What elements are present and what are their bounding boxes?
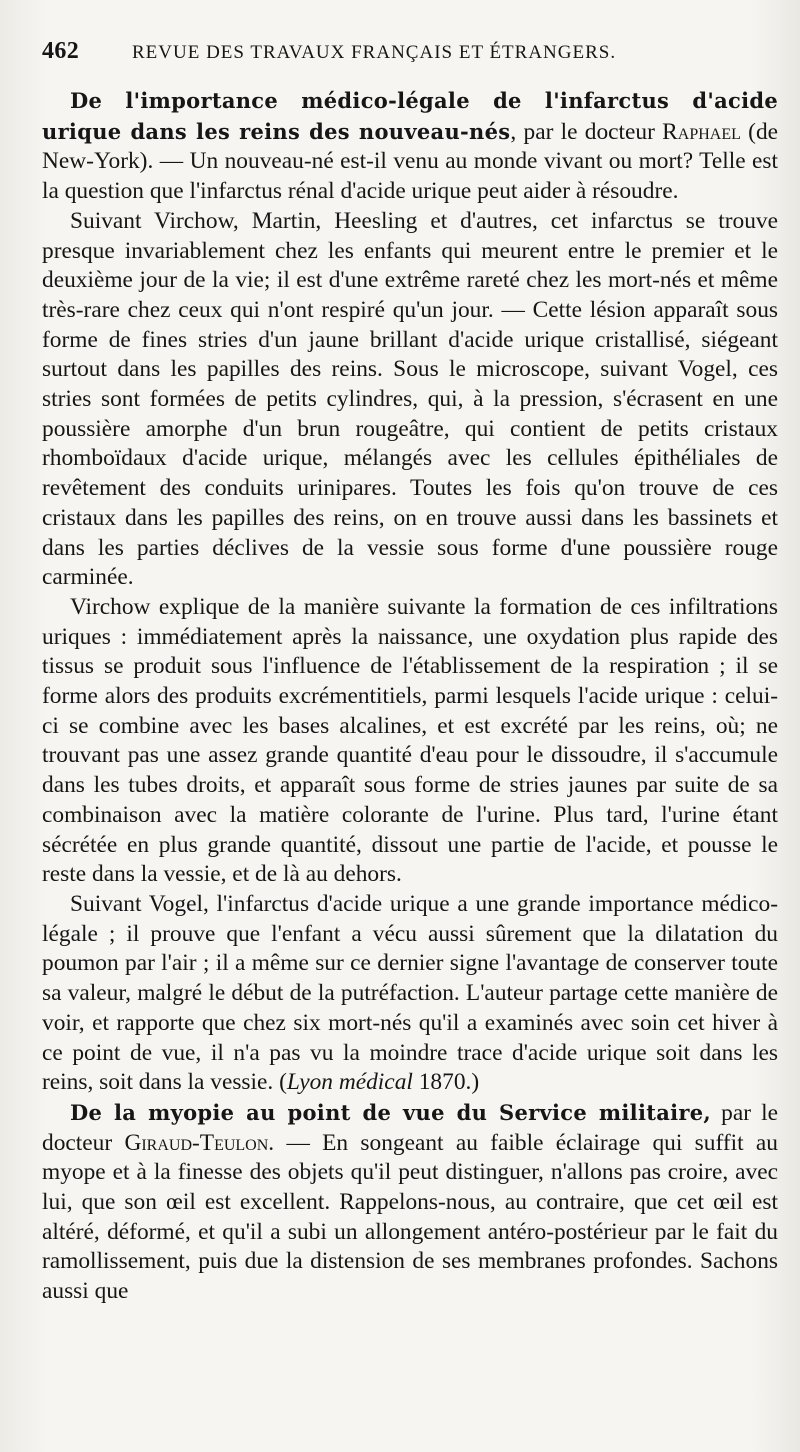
- article1-author: Raphael: [662, 118, 741, 145]
- article2-text: . — En songeant au faible éclairage qui suffit au myope et à la finesse des objets qu'il peut distinguer, n'allons pas croire, avec lui, que son œil est excellent. Rappelons-nous, au contraire, que cet œil est altéré, déformé, et qu'il a subi un allongement antéro-postérieur par le fait du ramollissement, puis due la distension de ses membranes profondes. Sachons aussi que: [42, 1129, 778, 1305]
- article1-title: De l'importance médico-légale de l'infarctus d'acide urique dans les reins des nouveau-nés: [42, 88, 778, 144]
- page-body: [42, 86, 778, 1307]
- article2-paragraph-1: [42, 1098, 778, 1307]
- article1-byline: , par le docteur: [510, 118, 663, 145]
- article1-p4-text: Suivant Vogel, l'infarctus d'acide urique a une grande importance médico-légale ; il prouve que l'enfant a vécu aussi sûrement que la dilatation du poumon par l'air ; il a même sur ce dernier signe l'avantage de conserver toute sa valeur, malgré le début de la putréfaction. L'auteur partage cette manière de voir, et rapporte que chez six mort-nés qu'il a examinés avec soin cet hiver à ce point de vue, il n'a pas vu la moindre trace d'acide urique soit dans les reins, soit dans la vessie. (: [42, 890, 778, 1096]
- article1-paragraph-3: Virchow explique de la manière suivante la formation de ces infiltrations uriques : immédiatement après la naissance, une oxydation plus rapide des tissus se produit sous l'influence de l'établissement de la respiration ; il se forme alors des produits excrémentitiels, parmi lesquels l'acide urique : celui-ci se combine avec les bases alcalines, et est excrété par les reins, où; ne trouvant pas une assez grande quantité d'eau pour le dissoudre, il s'accumule dans les tubes droits, et apparaît sous forme de stries jaunes par suite de sa combinaison avec la matière colorante de l'urine. Plus tard, l'urine étant sécrétée en plus grande quantité, dissout une partie de l'acide, et pousse le reste dans la vessie, et de là au dehors.: [42, 593, 778, 888]
- article1-paragraph-4: [42, 890, 778, 1098]
- article2-title: De la myopie au point de vue du Service militaire,: [70, 1099, 712, 1125]
- article1-source: Lyon médical: [286, 1069, 413, 1096]
- running-title: REVUE DES TRAVAUX FRANÇAIS ET ÉTRANGERS.: [132, 42, 617, 63]
- running-header: [42, 38, 778, 78]
- page-number: 462: [42, 38, 80, 64]
- article1-source-year: 1870.): [412, 1069, 480, 1096]
- article1-intro: (de New-York). — Un nouveau-né est-il venu au monde vivant ou mort? Telle est la question que l'infarctus rénal d'acide urique peut aider à résoudre.: [42, 118, 779, 205]
- article1-paragraph-2: Suivant Virchow, Martin, Heesling et d'autres, cet infarctus se trouve presque invariablement chez les enfants qui meurent entre le premier et le deuxième jour de la vie; il est d'une extrême rareté chez les mort-nés et même très-rare chez ceux qui n'ont respiré qu'un jour. — Cette lésion apparaît sous forme de fines stries d'un jaune brillant d'acide urique cristallisé, siégeant surtout dans les papilles des reins. Sous le microscope, suivant Vogel, ces stries sont formées de petits cylindres, qui, à la pression, s'écrasent en une poussière amorphe d'un brun rougeâtre, qui contient de petits cristaux rhomboïdaux d'acide urique, mélangés avec les cellules épithéliales de revêtement des conduits urinipares. Toutes les fois qu'on trouve de ces cristaux dans les papilles des reins, on en trouve aussi dans les bassinets et dans les parties déclives de la vessie sous forme d'une poussière rouge carminée.: [42, 207, 778, 591]
- article1-paragraph-1: [42, 86, 778, 207]
- article2-author: Giraud-Teulon: [124, 1129, 269, 1156]
- article2-byline: par le docteur: [42, 1099, 778, 1156]
